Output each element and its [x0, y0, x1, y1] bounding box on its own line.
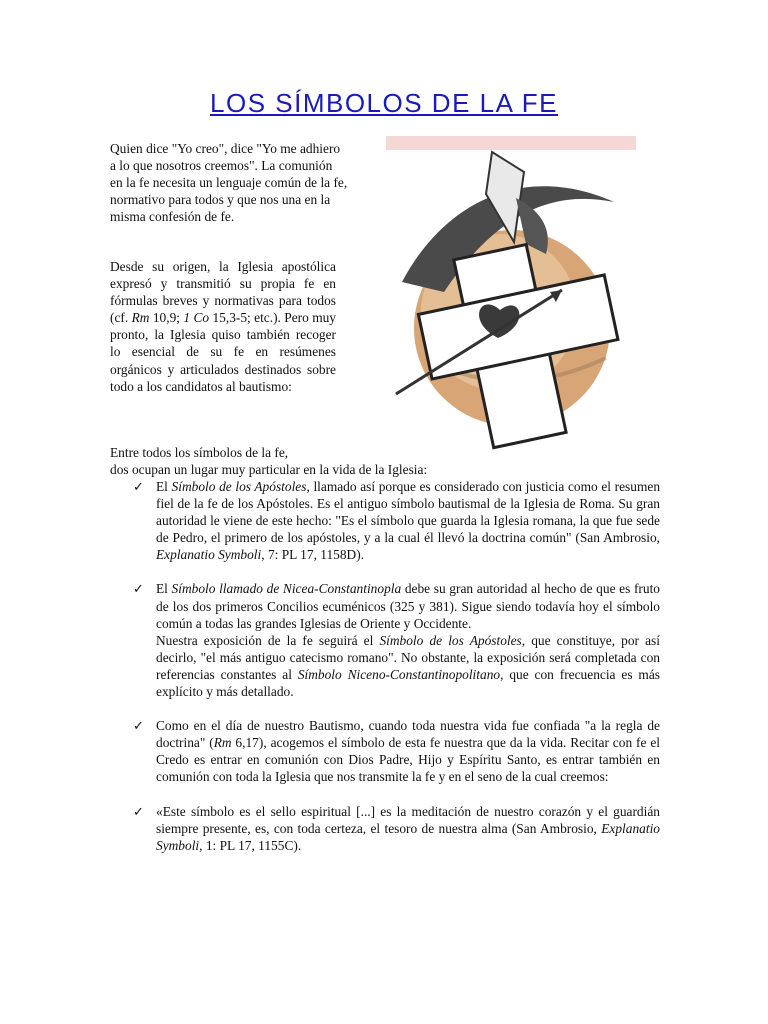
list-lead-in [110, 444, 670, 478]
checkmark-icon: ✓ [133, 581, 144, 597]
intro-paragraph-1: Quien dice "Yo creo", dice "Yo me adhiero a lo que nosotros creemos". La comunión en la fe necesita un lenguaje común de la fe, normativo para todos y que nos una en la misma confesión de fe. [110, 141, 348, 225]
citation-ref: Rm [131, 310, 150, 326]
italic-title: Símbolo de los Apóstoles [171, 479, 307, 494]
text-run: , 1: PL 17, 1155C). [199, 837, 302, 853]
text-run: El [156, 581, 172, 597]
text-run: Nuestra exposición de la fe seguirá el [156, 632, 380, 648]
text-run: , 7: PL 17, 1158D). [261, 547, 365, 563]
lead-line-2: dos ocupan un lugar muy particular en la vida de la Iglesia: [110, 462, 428, 478]
list-item [130, 580, 660, 700]
text-run: 6,17), acogemos el símbolo de esta fe nuestra que da la vida. Recitar con fe el Credo es entrar en comunión con Dios Padre, Hijo y Espíritu Santo, es entrar también en comunión con toda la Iglesia que nos transmite la fe y en el seno de la cual creemos: [156, 735, 660, 785]
italic-title: Símbolo llamado de Nicea-Constantinopla [171, 581, 402, 597]
lead-line-1: Entre todos los símbolos de la fe, [110, 445, 289, 460]
symbol-illustration [374, 132, 646, 454]
text-run: debe su gran autoridad al hecho de que es fruto de los dos primeros Concilios ecuménicos (325 y 381). Sigue siendo todavía hoy el símbolo común a todas las grandes Iglesias de Oriente y Occidente. [156, 581, 660, 631]
list-item [130, 478, 660, 563]
citation-ref: 1 Co [183, 310, 210, 326]
list-item [130, 717, 660, 785]
text-run: 15,3-5; etc.). Pero muy pronto, la Iglesia quiso también recoger lo esencial de su fe en resúmenes orgánicos y articulados destinados sobre todo a los candidatos al bautismo: [110, 310, 337, 394]
list-item [130, 803, 660, 854]
checkmark-icon: ✓ [133, 803, 144, 819]
italic-title: Rm [213, 735, 232, 751]
text-run: Como en el día de nuestro Bautismo, cuando toda nuestra vida fue confiada "a la regla de doctrina" ( [156, 718, 660, 751]
text-run: «Este símbolo es el sello espiritual [...] es la meditación de nuestro corazón y el guardián siempre presente, es, con toda certeza, el tesoro de nuestra alma (San Ambrosio, [156, 803, 660, 836]
symbols-list [130, 478, 660, 854]
text-run: , llamado así porque es considerado con justicia como el resumen fiel de la fe de los Apóstoles. Es el antiguo símbolo bautismal de la Iglesia de Roma. Su gran autoridad le viene de este hecho: "Es el símbolo que guarda la Iglesia romana, la que fue sede de Pedro, el primero de los apóstoles, y a la cual él llevó la doctrina común" (San Ambrosio, [156, 479, 661, 546]
checkmark-icon: ✓ [133, 718, 144, 734]
checkmark-icon: ✓ [133, 479, 144, 494]
text-run: , que con frecuencia es más explícito y más detallado. [156, 666, 660, 700]
text-run: , que constituye, por así decirlo, "el más antiguo catecismo romano". No obstante, la exposición será completada con referencias constantes al [156, 632, 660, 682]
text-run: El [156, 479, 172, 494]
text-run: 10,9; [149, 310, 184, 326]
intro-paragraph-2 [110, 258, 336, 395]
italic-title: Símbolo Niceno-Constantinopolitano [297, 666, 501, 682]
italic-title: Explanatio Symboli [156, 547, 262, 563]
text-run: Desde su origen, la Iglesia apostólica expresó y transmitió su propia fe en fórmulas breves y normativas para todos (cf. [110, 259, 336, 326]
italic-title: Explanatio Symboli [156, 820, 660, 853]
italic-title: Símbolo de los Apóstoles [379, 632, 522, 648]
page-title: LOS SÍMBOLOS DE LA FE [210, 88, 558, 118]
